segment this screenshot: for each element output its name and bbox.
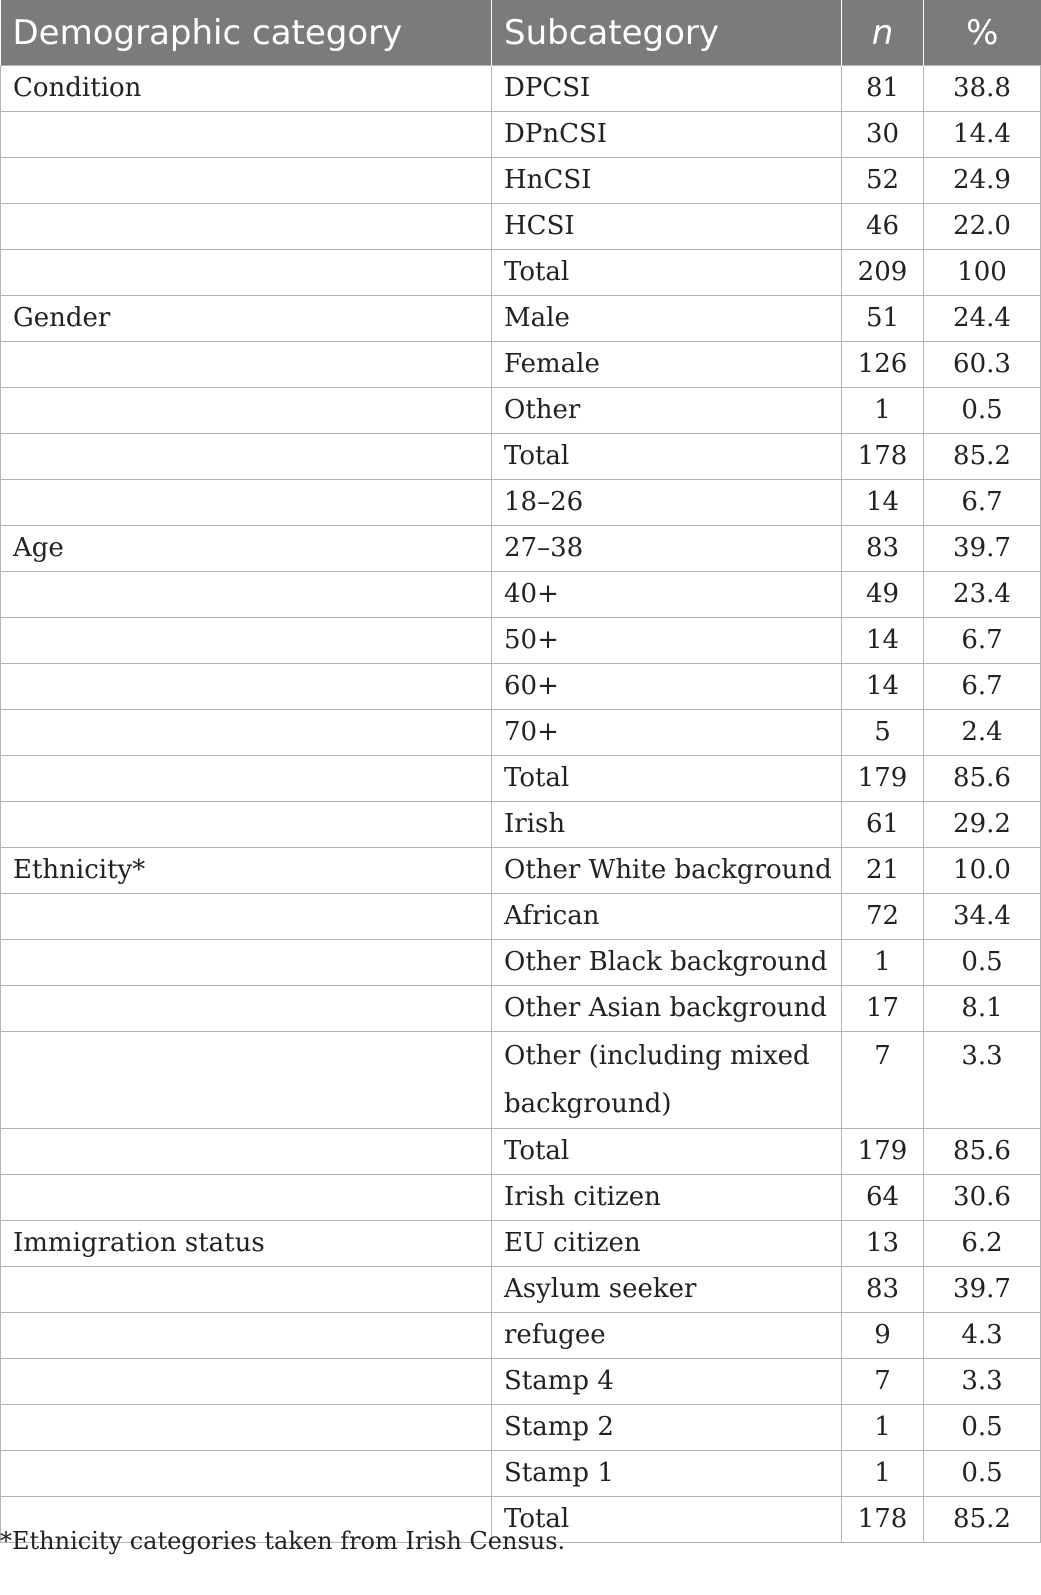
table-row (1, 756, 1041, 802)
cell-n: 14 (842, 480, 924, 526)
header-row (1, 0, 1041, 66)
cell-category (1, 1032, 492, 1129)
cell-subcategory: Irish (492, 802, 842, 848)
table-row (1, 66, 1041, 112)
cell-subcategory: 70+ (492, 710, 842, 756)
table-row (1, 1129, 1041, 1175)
cell-subcategory: Stamp 1 (492, 1451, 842, 1497)
cell-category: Ethnicity* (1, 848, 492, 894)
header-demographic-category: Demographic category (1, 0, 492, 66)
cell-category (1, 572, 492, 618)
cell-percent: 3.3 (924, 1359, 1041, 1405)
table-row (1, 1032, 1041, 1129)
cell-percent: 8.1 (924, 986, 1041, 1032)
cell-category (1, 1313, 492, 1359)
cell-category (1, 664, 492, 710)
cell-n: 81 (842, 66, 924, 112)
table-row (1, 158, 1041, 204)
cell-n: 13 (842, 1221, 924, 1267)
cell-percent: 24.9 (924, 158, 1041, 204)
cell-percent: 6.7 (924, 664, 1041, 710)
table-row (1, 250, 1041, 296)
cell-category (1, 940, 492, 986)
cell-category (1, 342, 492, 388)
cell-n: 126 (842, 342, 924, 388)
table-header (1, 0, 1041, 66)
cell-subcategory: refugee (492, 1313, 842, 1359)
cell-n: 1 (842, 388, 924, 434)
cell-category (1, 480, 492, 526)
cell-subcategory: EU citizen (492, 1221, 842, 1267)
table-row (1, 342, 1041, 388)
cell-subcategory: 27–38 (492, 526, 842, 572)
table-row (1, 572, 1041, 618)
cell-n: 5 (842, 710, 924, 756)
table-body (1, 66, 1041, 1543)
cell-percent: 85.2 (924, 1497, 1041, 1543)
cell-percent: 30.6 (924, 1175, 1041, 1221)
cell-category (1, 1359, 492, 1405)
header-n: n (842, 0, 924, 66)
cell-n: 179 (842, 1129, 924, 1175)
cell-percent: 100 (924, 250, 1041, 296)
cell-n: 14 (842, 618, 924, 664)
cell-category (1, 1405, 492, 1451)
cell-percent: 34.4 (924, 894, 1041, 940)
table-row (1, 664, 1041, 710)
cell-subcategory: Asylum seeker (492, 1267, 842, 1313)
cell-subcategory: Female (492, 342, 842, 388)
cell-subcategory: Other (including mixed background) (492, 1032, 842, 1129)
table-row (1, 388, 1041, 434)
cell-n: 7 (842, 1359, 924, 1405)
cell-category (1, 986, 492, 1032)
cell-subcategory: Other (492, 388, 842, 434)
cell-n: 83 (842, 1267, 924, 1313)
table-row (1, 434, 1041, 480)
table-row (1, 1359, 1041, 1405)
cell-subcategory: 18–26 (492, 480, 842, 526)
cell-n: 51 (842, 296, 924, 342)
cell-subcategory: Stamp 2 (492, 1405, 842, 1451)
cell-n: 61 (842, 802, 924, 848)
cell-category (1, 250, 492, 296)
cell-category (1, 618, 492, 664)
cell-n: 7 (842, 1032, 924, 1129)
table-row (1, 848, 1041, 894)
cell-subcategory: Irish citizen (492, 1175, 842, 1221)
cell-subcategory: DPCSI (492, 66, 842, 112)
table-row (1, 940, 1041, 986)
cell-subcategory: Total (492, 250, 842, 296)
cell-category: Gender (1, 296, 492, 342)
cell-category: Age (1, 526, 492, 572)
cell-percent: 10.0 (924, 848, 1041, 894)
table-row (1, 204, 1041, 250)
cell-category (1, 158, 492, 204)
cell-percent: 39.7 (924, 1267, 1041, 1313)
cell-percent: 85.6 (924, 756, 1041, 802)
cell-subcategory: Male (492, 296, 842, 342)
table-row (1, 112, 1041, 158)
cell-subcategory: Total (492, 1497, 842, 1543)
table-row (1, 1267, 1041, 1313)
cell-percent: 85.6 (924, 1129, 1041, 1175)
cell-subcategory: 40+ (492, 572, 842, 618)
cell-category (1, 388, 492, 434)
table-row (1, 1221, 1041, 1267)
cell-category: Immigration status (1, 1221, 492, 1267)
cell-subcategory: Stamp 4 (492, 1359, 842, 1405)
header-percent: % (924, 0, 1041, 66)
cell-n: 83 (842, 526, 924, 572)
cell-percent: 38.8 (924, 66, 1041, 112)
cell-subcategory: 60+ (492, 664, 842, 710)
cell-n: 72 (842, 894, 924, 940)
cell-n: 209 (842, 250, 924, 296)
table-row (1, 802, 1041, 848)
cell-n: 1 (842, 940, 924, 986)
cell-percent: 2.4 (924, 710, 1041, 756)
cell-category (1, 1267, 492, 1313)
table-row (1, 894, 1041, 940)
cell-percent: 23.4 (924, 572, 1041, 618)
table-row (1, 1451, 1041, 1497)
cell-subcategory: Total (492, 434, 842, 480)
cell-category (1, 756, 492, 802)
cell-percent: 60.3 (924, 342, 1041, 388)
cell-percent: 22.0 (924, 204, 1041, 250)
cell-percent: 0.5 (924, 1451, 1041, 1497)
cell-subcategory: Total (492, 1129, 842, 1175)
cell-n: 179 (842, 756, 924, 802)
cell-n: 52 (842, 158, 924, 204)
cell-percent: 14.4 (924, 112, 1041, 158)
cell-subcategory: HCSI (492, 204, 842, 250)
cell-percent: 6.2 (924, 1221, 1041, 1267)
table-footnote: *Ethnicity categories taken from Irish Census. (0, 1527, 566, 1555)
cell-n: 1 (842, 1405, 924, 1451)
table-row (1, 710, 1041, 756)
cell-n: 178 (842, 434, 924, 480)
table-row (1, 1405, 1041, 1451)
table-row (1, 526, 1041, 572)
cell-percent: 29.2 (924, 802, 1041, 848)
cell-category (1, 112, 492, 158)
cell-n: 30 (842, 112, 924, 158)
table-row (1, 986, 1041, 1032)
table-row (1, 1313, 1041, 1359)
table-row (1, 1175, 1041, 1221)
table-row (1, 296, 1041, 342)
cell-subcategory: Other White background (492, 848, 842, 894)
cell-category: Condition (1, 66, 492, 112)
cell-percent: 0.5 (924, 940, 1041, 986)
cell-subcategory: DPnCSI (492, 112, 842, 158)
cell-percent: 3.3 (924, 1032, 1041, 1129)
cell-category (1, 894, 492, 940)
cell-percent: 39.7 (924, 526, 1041, 572)
cell-n: 49 (842, 572, 924, 618)
cell-category (1, 1129, 492, 1175)
cell-percent: 24.4 (924, 296, 1041, 342)
cell-n: 64 (842, 1175, 924, 1221)
cell-percent: 0.5 (924, 1405, 1041, 1451)
cell-category (1, 1451, 492, 1497)
cell-category (1, 434, 492, 480)
cell-n: 46 (842, 204, 924, 250)
cell-n: 178 (842, 1497, 924, 1543)
cell-category (1, 710, 492, 756)
cell-percent: 0.5 (924, 388, 1041, 434)
cell-subcategory: Other Asian background (492, 986, 842, 1032)
cell-percent: 4.3 (924, 1313, 1041, 1359)
cell-subcategory: Other Black background (492, 940, 842, 986)
cell-n: 1 (842, 1451, 924, 1497)
cell-n: 14 (842, 664, 924, 710)
cell-n: 17 (842, 986, 924, 1032)
cell-percent: 6.7 (924, 618, 1041, 664)
cell-category (1, 1175, 492, 1221)
cell-subcategory: HnCSI (492, 158, 842, 204)
header-subcategory: Subcategory (492, 0, 842, 66)
cell-subcategory: 50+ (492, 618, 842, 664)
cell-subcategory: African (492, 894, 842, 940)
cell-n: 9 (842, 1313, 924, 1359)
cell-percent: 6.7 (924, 480, 1041, 526)
table-row (1, 480, 1041, 526)
cell-n: 21 (842, 848, 924, 894)
cell-subcategory: Total (492, 756, 842, 802)
cell-percent: 85.2 (924, 434, 1041, 480)
table-row (1, 618, 1041, 664)
cell-category (1, 802, 492, 848)
cell-category (1, 204, 492, 250)
